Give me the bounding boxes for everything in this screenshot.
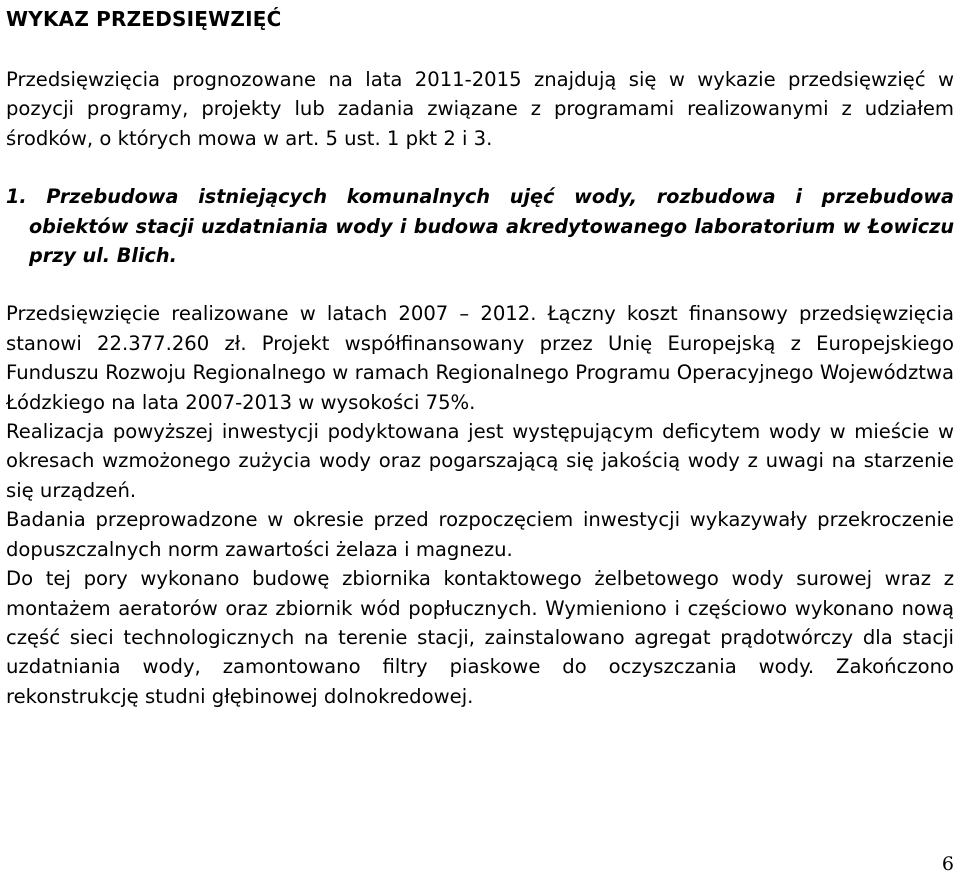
intro-paragraph: Przedsięwzięcia prognozowane na lata 2011-2015 znajdują się w wykazie przedsięwzięć w pozycji programy, projekty lub zadania związane z programami realizowanymi z udziałem środków, o których mowa w art. 5 ust. 1 pkt 2 i 3. xyxy=(6,68,954,150)
section-paragraph-1: Przedsięwzięcie realizowane w latach 2007 – 2012. Łączny koszt finansowy przedsięwzięcia stanowi 22.377.260 zł. Projekt współfinansowany przez Unię Europejską z Europejskiego Funduszu Rozwoju Regionalnego w ramach Regionalnego Programu Operacyjnego Województwa Łódzkiego na lata 2007-2013 w wysokości 75%. xyxy=(6,302,954,414)
section-paragraph-4: Do tej pory wykonano budowę zbiornika kontaktowego żelbetowego wody surowej wraz z montażem aeratorów oraz zbiornik wód popłucznych. Wymieniono i częściowo wykonano nową część sieci technologicznych na terenie stacji, zainstalowano agregat prądotwórczy dla stacji uzdatniania wody, zamontowano filtry piaskowe do oczyszczania wody. Zakończono rekonstrukcję studni głębinowej dolnokredowej. xyxy=(6,567,954,708)
document-page xyxy=(6,0,954,711)
section-heading xyxy=(6,182,954,270)
page-number: 6 xyxy=(941,853,954,875)
section-number: 1. xyxy=(6,185,27,209)
section-paragraph-2: Realizacja powyższej inwestycji podyktowana jest występującym deficytem wody w mieście w okresach wzmożonego zużycia wody oraz pogarszającą się jakością wody z uwagi na starzenie się urządzeń. xyxy=(6,420,954,502)
section-heading-text: Przebudowa istniejących komunalnych ujęć wody, rozbudowa i przebudowa obiektów stacji uzdatniania wody i budowa akredytowanego laboratorium w Łowiczu przy ul. Blich. xyxy=(29,185,954,268)
section-paragraph-3: Badania przeprowadzone w okresie przed rozpoczęciem inwestycji wykazywały przekroczenie dopuszczalnych norm zawartości żelaza i magnezu. xyxy=(6,508,954,561)
page-title: WYKAZ PRZEDSIĘWZIĘĆ xyxy=(6,7,282,31)
